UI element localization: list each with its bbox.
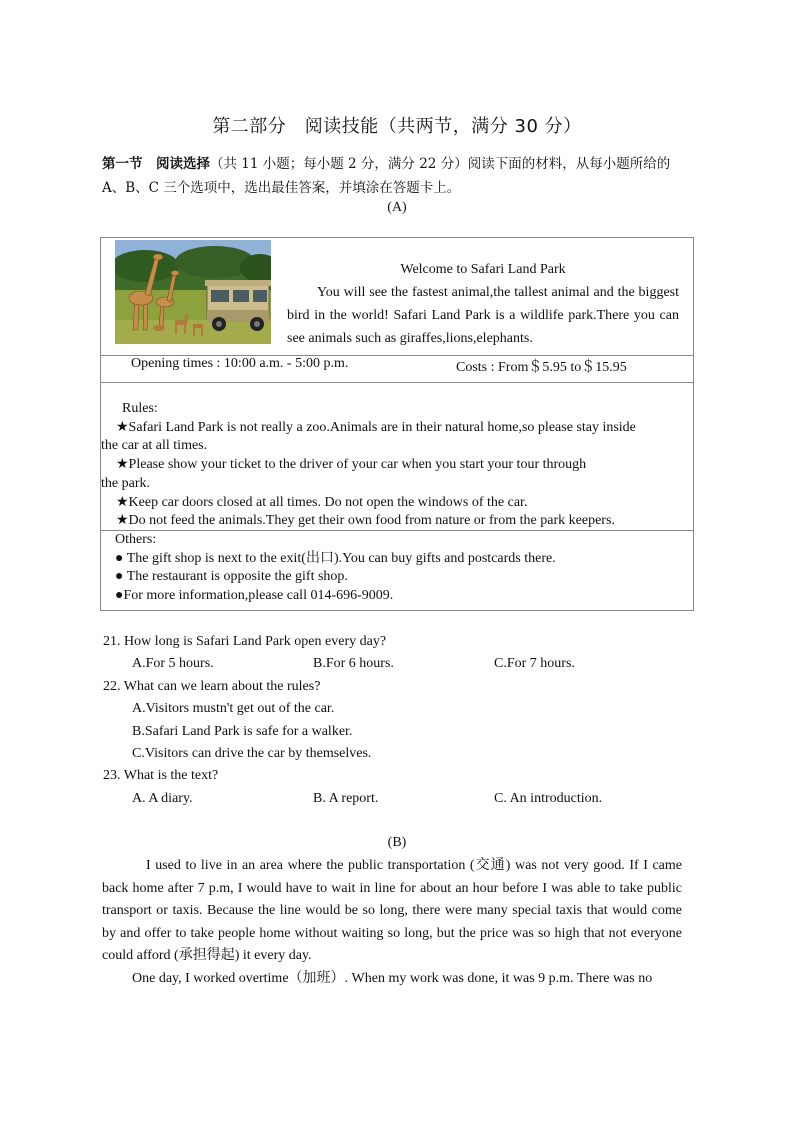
passage-b-label: (B): [387, 835, 407, 850]
option-22-a: A.Visitors mustn't get out of the car.: [132, 701, 335, 716]
rule-line: ★Keep car doors closed at all times. Do not open the windows of the car.: [116, 494, 528, 510]
question-21: 21. How long is Safari Land Park open every day?: [103, 634, 387, 649]
giraffes-jeep-image: [115, 240, 271, 344]
rule-line: the park.: [101, 475, 150, 491]
opening-times: Opening times : 10:00 a.m. - 5:00 p.m.: [131, 356, 349, 371]
rules-heading: Rules:: [122, 401, 158, 416]
option-22-b: B.Safari Land Park is safe for a walker.: [132, 724, 353, 739]
option-22-c: C.Visitors can drive the car by themselves.: [132, 746, 372, 761]
option-21-a: A.For 5 hours.: [132, 656, 214, 671]
costs: Costs : From＄5.95 to＄15.95: [456, 360, 627, 375]
section-heading: 第一节 阅读选择: [102, 156, 210, 172]
welcome-text: You will see the fastest animal,the tallest animal and the biggest bird in the world! Safari Land Park is a wildlife park.There you can see animals such as giraffes,lions,elephants.: [287, 285, 679, 346]
others-item: ●For more information,please call 014-696-9009.: [115, 587, 394, 603]
rule-line: ★Do not feed the animals.They get their own food from nature or from the park keepers.: [116, 513, 615, 529]
passage-a-label: (A): [387, 200, 407, 215]
divider: [101, 382, 693, 383]
option-23-b: B. A report.: [313, 791, 379, 806]
welcome-title: Welcome to Safari Land Park: [400, 262, 566, 277]
safari-photo: [115, 240, 271, 344]
question-23: 23. What is the text?: [103, 768, 219, 783]
passage-b-text: [102, 855, 682, 991]
passage-b-paragraph: I used to live in an area where the public transportation (交通) was not very good. If I came back home after 7 p.m, I would have to wait in line for about an hour before I was able to take public transport or taxis. Because the line would be so long, there were many special taxis that would come by and offer to take people home without waiting so long, but the price was so high that not everyone could afford (承担得起) it every day.: [102, 858, 682, 964]
section-description: （共 11 小题；每小题 2 分，满分 22 分）阅读下面的材料，从每小题所给的 A、B、C 三个选项中，选出最佳答案，并填涂在答题卡上。: [102, 156, 671, 196]
rule-line: the car at all times.: [101, 438, 208, 454]
welcome-section: [287, 258, 679, 350]
question-22: 22. What can we learn about the rules?: [103, 679, 321, 694]
others-item: ● The restaurant is opposite the gift shop.: [115, 569, 348, 585]
rule-line: ★Please show your ticket to the driver of your car when you start your tour through: [116, 457, 587, 473]
rule-line: ★Safari Land Park is not really a zoo.Animals are in their natural home,so please stay inside: [116, 419, 636, 435]
option-23-a: A. A diary.: [132, 791, 193, 806]
option-23-c: C. An introduction.: [494, 791, 603, 806]
passage-b-paragraph: One day, I worked overtime（加班）. When my work was done, it was 9 p.m. There was no: [132, 970, 653, 986]
rules-section: [101, 400, 695, 531]
others-heading: Others:: [115, 532, 157, 547]
safari-info-box: [100, 237, 694, 611]
option-21-b: B.For 6 hours.: [313, 656, 394, 671]
option-21-c: C.For 7 hours.: [494, 656, 575, 671]
others-section: [115, 531, 685, 605]
others-item: ● The gift shop is next to the exit(出口).You can buy gifts and postcards there.: [115, 550, 556, 566]
page-title: 第二部分 阅读技能（共两节，满分 30 分）: [212, 116, 582, 137]
section-instructions: [102, 152, 696, 200]
